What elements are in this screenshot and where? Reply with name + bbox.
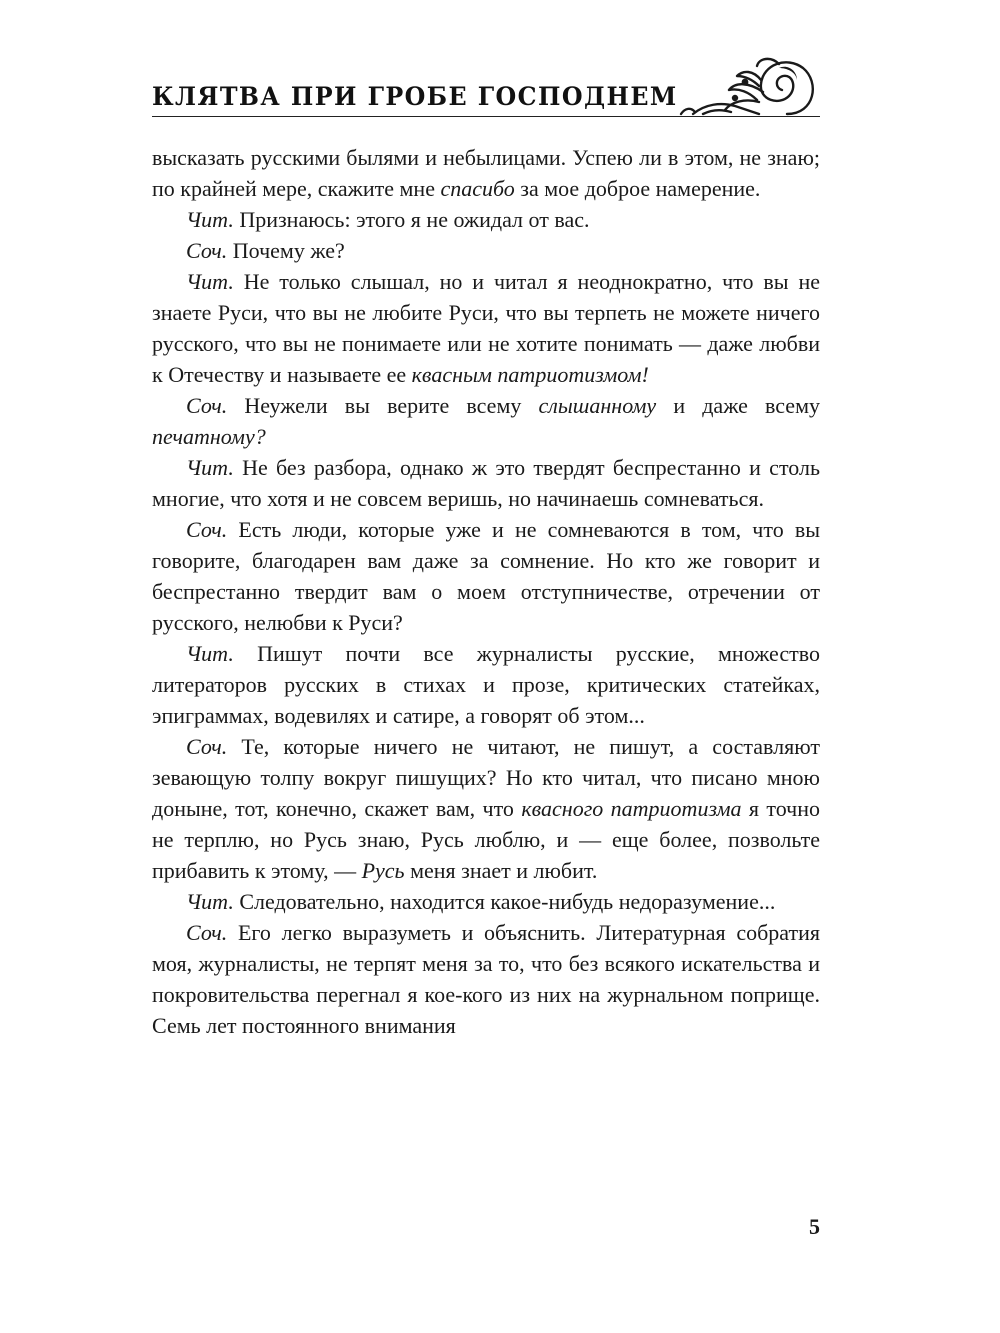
text-run: Следовательно, находится какое-нибудь недоразумение... <box>233 889 776 914</box>
text-run: Есть люди, которые уже и не сомневаются в том, что вы говорите, благодарен вам даже за сомнение. Но кто же говорит и беспрестанно твердит вам о моем отступничестве, отречении от русского, нелюбви к Руси? <box>152 517 820 635</box>
page-number: 5 <box>809 1214 820 1239</box>
italic-run: Чит. <box>186 207 234 232</box>
text-run: высказать русскими былями и небылицами. Успею ли в этом, не знаю; по крайней мере, скажите мне <box>152 145 820 201</box>
italic-run: Соч. <box>186 517 228 542</box>
italic-run: Соч. <box>186 238 228 263</box>
paragraph <box>152 917 820 1041</box>
text-run: Пишут почти все журналисты русские, множество литераторов русских в стихах и прозе, критических статейках, эпиграммах, водевилях и сатире, а говорят об этом... <box>152 641 820 728</box>
running-header <box>152 52 820 122</box>
paragraph <box>152 204 820 235</box>
paragraph <box>152 235 820 266</box>
italic-run: Соч. <box>186 920 228 945</box>
paragraph <box>152 731 820 886</box>
paragraph <box>152 452 820 514</box>
paragraph <box>152 886 820 917</box>
italic-run: квасного патриотизма <box>521 796 742 821</box>
text-run: Не только слышал, но и читал я неоднократно, что вы не знаете Руси, что вы не любите Руси, что вы терпеть не можете ничего русского, что вы не понимаете или не хотите понимать — даже любви к Отечеству и называете ее <box>152 269 820 387</box>
italic-run: печатному? <box>152 424 266 449</box>
text-run: Признаюсь: этого я не ожидал от вас. <box>233 207 590 232</box>
text-run: Те, которые ничего не читают, не пишут, а составляют зевающую толпу вокруг пишущих? Но кто читал, что писано мною доныне, тот, конечно, скажет вам, что <box>152 734 820 821</box>
text-run: Его легко выразуметь и объяснить. Литературная собратия моя, журналисты, не терпят меня за то, что без всякого искательства и покровительства перегнал я кое-кого из них на журнальном поприще. Семь лет постоянного внимания <box>152 920 820 1038</box>
scroll-ornament-icon <box>675 52 820 122</box>
italic-run: слышанному <box>538 393 657 418</box>
italic-run: Чит. <box>186 455 234 480</box>
paragraph <box>152 142 820 204</box>
body-text <box>152 142 820 1041</box>
text-run: за мое доброе намерение. <box>514 176 761 201</box>
text-run: я точно не терплю, но Русь знаю, Русь люблю, и — еще более, позвольте прибавить к этому, — <box>152 796 820 883</box>
paragraph <box>152 638 820 731</box>
text-run: меня знает и любит. <box>404 858 598 883</box>
italic-run: Чит. <box>186 889 234 914</box>
text-run: Не без разбора, однако ж это твердят беспрестанно и столь многие, что хотя и не совсем веришь, но начинаешь сомневаться. <box>152 455 820 511</box>
text-run: Почему же? <box>227 238 345 263</box>
text-run: Неужели вы верите всему <box>227 393 539 418</box>
paragraph <box>152 266 820 390</box>
italic-run: Русь <box>361 858 405 883</box>
italic-run: квасным патриотизмом! <box>411 362 649 387</box>
italic-run: Соч. <box>186 734 228 759</box>
italic-run: Соч. <box>186 393 228 418</box>
italic-run: Чит. <box>186 269 234 294</box>
paragraph <box>152 514 820 638</box>
text-run: и даже всему <box>656 393 820 418</box>
italic-run: Чит. <box>186 641 234 666</box>
italic-run: спасибо <box>440 176 515 201</box>
paragraph <box>152 390 820 452</box>
running-title: КЛЯТВА ПРИ ГРОБЕ ГОСПОДНЕМ <box>152 82 678 111</box>
